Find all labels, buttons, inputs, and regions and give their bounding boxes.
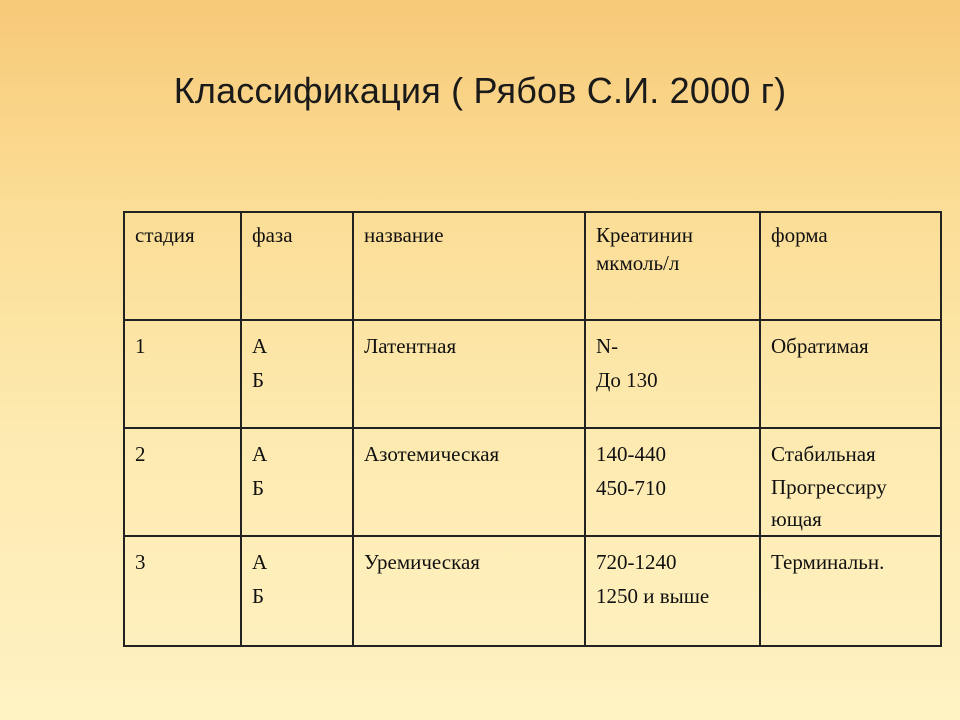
form-line-1: Стабильная [771, 442, 876, 466]
slide-title: Классификация ( Рябов С.И. 2000 г) [173, 70, 787, 111]
cell-stage: 2 [124, 428, 241, 536]
table-row-stage-3 [124, 536, 941, 646]
cell-name: Азотемическая [353, 428, 585, 536]
creatinine-b: 450-710 [596, 476, 666, 500]
phase-b: Б [252, 368, 265, 392]
form-line-2: Прогрессиру [771, 475, 887, 499]
phase-b: Б [252, 584, 265, 608]
phase-a: А [252, 442, 268, 466]
phase-a: А [252, 334, 268, 358]
creatinine-a: N- [596, 334, 619, 358]
header-creatinine [585, 212, 760, 320]
cell-phase [241, 536, 353, 646]
phase-b: Б [252, 476, 265, 500]
creatinine-a: 720-1240 [596, 550, 677, 574]
form-line-1: Обратимая [771, 334, 869, 358]
cell-form [760, 428, 941, 536]
cell-name: Латентная [353, 320, 585, 428]
creatinine-b: До 130 [596, 368, 658, 392]
cell-creatinine [585, 320, 760, 428]
creatinine-a: 140-440 [596, 442, 666, 466]
cell-phase [241, 428, 353, 536]
table-header-row [124, 212, 941, 320]
header-creatinine-unit: мкмоль/л [596, 251, 680, 275]
cell-name: Уремическая [353, 536, 585, 646]
classification-table [123, 211, 942, 647]
cell-creatinine [585, 536, 760, 646]
header-form: форма [760, 212, 941, 320]
cell-form [760, 536, 941, 646]
creatinine-b: 1250 и выше [596, 584, 710, 608]
form-line-1: Терминальн. [771, 550, 885, 574]
table-row-stage-2 [124, 428, 941, 536]
header-name: название [353, 212, 585, 320]
cell-stage: 1 [124, 320, 241, 428]
cell-phase [241, 320, 353, 428]
cell-creatinine [585, 428, 760, 536]
table-row-stage-1 [124, 320, 941, 428]
header-stage: стадия [124, 212, 241, 320]
cell-form [760, 320, 941, 428]
cell-stage: 3 [124, 536, 241, 646]
header-phase: фаза [241, 212, 353, 320]
form-line-3: ющая [771, 507, 822, 531]
header-creatinine-label: Креатинин [596, 223, 693, 247]
phase-a: А [252, 550, 268, 574]
